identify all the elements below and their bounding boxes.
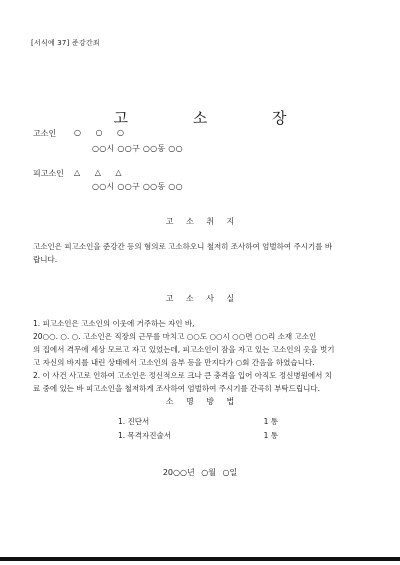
facts-body <box>33 317 373 395</box>
evidence-item-label: 1. 목격자진술서 <box>118 431 172 440</box>
purpose-heading: 고 소 취 지 <box>165 217 240 226</box>
purpose-line: 랍니다. <box>33 255 58 264</box>
facts-line: 20○○. ○. ○. 고소인은 직장의 근무를 마치고 ○○도 ○○시 ○○면 ○○리 소재 고소인 <box>33 332 317 341</box>
bottom-divider <box>0 557 400 561</box>
evidence-item-qty: 1 통 <box>263 431 278 440</box>
facts-line: 고 자신의 바지를 내린 상태에서 고소인의 음부 등을 만지다가 ○회 간음을 하였습니다. <box>33 358 315 367</box>
evidence-item <box>118 416 278 427</box>
accused-address: ○○시 ○○구 ○○동 ○○ <box>92 182 183 191</box>
facts-line: 1. 피고소인은 고소인의 이웃에 거주하는 자인 바, <box>33 319 195 328</box>
complainant-label: 고소인 <box>33 129 57 138</box>
document-title: 고 소 장 <box>113 109 317 127</box>
accused-name: △ △ △ <box>74 168 128 177</box>
evidence-item-label: 1. 진단서 <box>118 417 150 426</box>
form-number: [서식예 37] 준강간죄 <box>31 39 100 47</box>
evidence-item-qty: 1 통 <box>263 417 278 426</box>
purpose-body <box>33 240 373 266</box>
complainant-name: ○ ○ ○ <box>74 128 131 137</box>
evidence-item <box>118 430 278 441</box>
purpose-line: 고소인은 피고소인을 준강간 등의 혐의로 고소하오니 철저히 조사하여 엄벌하여 주시기를 바 <box>33 242 333 251</box>
complainant-address: ○○시 ○○구 ○○동 ○○ <box>92 144 183 153</box>
filing-date: 20○○년 ○월 ○일 <box>162 468 238 477</box>
evidence-heading: 소 명 방 법 <box>165 397 240 406</box>
facts-line: 료 중에 있는 바 피고소인을 철저하게 조사하여 엄벌하여 주시기를 간곡히 부탁드립니다. <box>33 384 321 393</box>
accused-label: 피고소인 <box>33 169 64 178</box>
facts-heading: 고 소 사 실 <box>165 294 240 303</box>
facts-line: 의 집에서 격무에 세상 모르고 자고 있었는데, 피고소인이 잠을 자고 있는 고소인의 옷을 벗기 <box>33 345 335 354</box>
facts-line: 2. 이 사건 사고로 인하여 고소인은 정신적으로 크나 큰 충격을 입어 아직도 정신병원에서 치 <box>33 371 332 380</box>
